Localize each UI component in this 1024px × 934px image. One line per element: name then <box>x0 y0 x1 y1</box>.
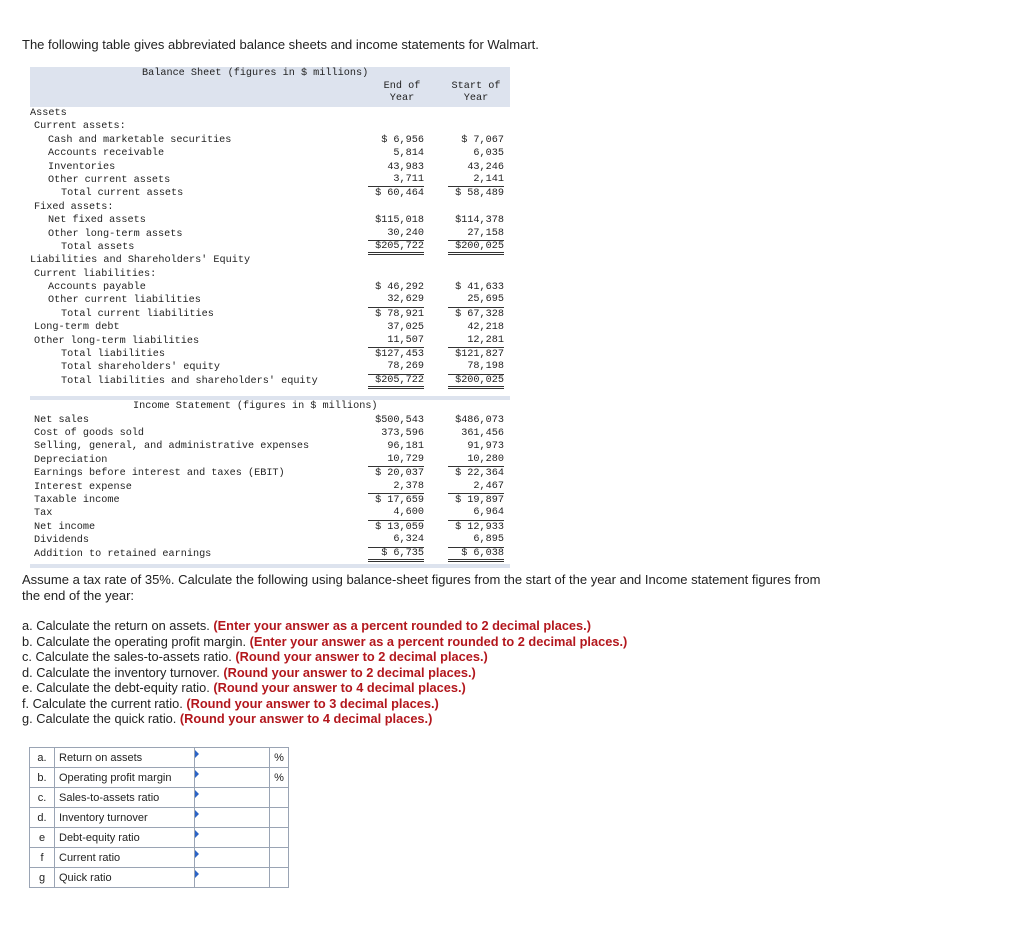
answer-row <box>30 848 289 868</box>
row-label: Other long-term assets <box>48 228 183 240</box>
row-label: Earnings before interest and taxes (EBIT) <box>34 468 285 480</box>
income-statement-row <box>30 440 510 453</box>
row-label: Cost of goods sold <box>34 427 145 439</box>
question-text: g. Calculate the quick ratio. <box>22 711 180 726</box>
end-of-year-value: $500,543 <box>375 414 424 426</box>
question-item <box>22 618 627 634</box>
row-label: Other long-term liabilities <box>34 335 200 347</box>
balance-sheet-row <box>30 161 510 174</box>
answer-label: Return on assets <box>55 748 195 768</box>
end-of-year-value: $ 60,464 <box>375 188 424 200</box>
row-label: Accounts receivable <box>48 148 165 160</box>
end-of-year-value: $ 6,956 <box>381 134 424 146</box>
income-statement-row <box>30 494 510 507</box>
balance-sheet-row <box>30 321 510 334</box>
answer-input-cell[interactable] <box>195 808 270 828</box>
input-flag-icon <box>195 830 199 838</box>
input-flag-icon <box>195 790 199 798</box>
answer-unit <box>270 828 289 848</box>
start-of-year-value: $114,378 <box>455 215 504 227</box>
row-label: Addition to retained earnings <box>34 548 212 560</box>
start-of-year-value: 6,895 <box>448 534 504 547</box>
question-instruction: (Round your answer to 4 decimal places.) <box>179 711 433 726</box>
income-statement-row <box>30 454 510 467</box>
question-item <box>22 711 627 727</box>
answer-label: Debt-equity ratio <box>55 828 195 848</box>
end-of-year-value: 30,240 <box>368 228 424 241</box>
balance-sheet-header <box>30 67 510 107</box>
end-of-year-value: 78,269 <box>368 361 424 374</box>
income-statement-row <box>30 507 510 520</box>
table-bottom-bar <box>30 564 510 568</box>
start-of-year-value: $ 6,038 <box>448 548 504 562</box>
income-statement-row <box>30 414 510 427</box>
question-list <box>22 618 627 727</box>
balance-sheet-row <box>30 361 510 374</box>
answer-label: Quick ratio <box>55 868 195 888</box>
question-text: a. Calculate the return on assets. <box>22 618 214 633</box>
answer-input[interactable] <box>195 848 269 867</box>
balance-sheet-row <box>30 107 510 120</box>
answer-input-cell[interactable] <box>195 768 270 788</box>
row-label: Total assets <box>61 241 135 253</box>
end-of-year-value: 5,814 <box>393 148 424 160</box>
end-of-year-value: $205,722 <box>368 241 424 255</box>
end-of-year-value: $ 17,659 <box>375 494 424 506</box>
income-statement-row <box>30 521 510 534</box>
answer-row <box>30 808 289 828</box>
question-text: d. Calculate the inventory turnover. <box>22 664 224 680</box>
input-flag-icon <box>195 750 199 758</box>
balance-sheet-row <box>30 375 510 388</box>
answer-table <box>29 747 289 888</box>
answer-letter: b. <box>30 768 55 788</box>
answer-row <box>30 788 289 808</box>
income-statement-rows <box>30 414 510 561</box>
question-item <box>22 649 627 665</box>
start-of-year-value: $ 12,933 <box>455 521 504 533</box>
answer-input[interactable] <box>195 768 269 787</box>
answer-input-cell[interactable] <box>195 788 270 808</box>
end-of-year-value: 32,629 <box>368 294 424 307</box>
balance-sheet-row <box>30 308 510 321</box>
balance-sheet-row <box>30 241 510 254</box>
row-label: Total current assets <box>61 188 184 200</box>
answer-input[interactable] <box>195 748 269 767</box>
start-of-year-value: $200,025 <box>448 241 504 255</box>
start-of-year-value: 361,456 <box>461 427 504 439</box>
end-of-year-value: $115,018 <box>375 215 424 227</box>
start-of-year-value: 91,973 <box>467 441 504 453</box>
answer-unit <box>270 788 289 808</box>
answer-input[interactable] <box>195 788 269 807</box>
row-label: Inventories <box>48 161 116 173</box>
start-of-year-value: $ 67,328 <box>455 308 504 320</box>
answer-label: Sales-to-assets ratio <box>55 788 195 808</box>
assumption-text: Assume a tax rate of 35%. Calculate the following using balance-sheet figures from the start of the year and Income statement figures from the end of the year: <box>22 572 821 603</box>
question-instruction: (Round your answer to 3 decimal places.) <box>186 695 439 711</box>
end-of-year-value: 43,983 <box>387 161 424 173</box>
answer-letter: e <box>30 828 55 848</box>
input-flag-icon <box>195 870 199 878</box>
income-statement-row <box>30 427 510 440</box>
row-label: Interest expense <box>34 481 132 493</box>
row-label: Total liabilities and shareholders' equity <box>61 375 318 387</box>
balance-sheet-row <box>30 294 510 307</box>
row-label: Depreciation <box>34 454 108 466</box>
row-label: Net fixed assets <box>48 215 146 227</box>
start-of-year-value: 42,218 <box>467 322 504 334</box>
start-of-year-value: 27,158 <box>448 228 504 241</box>
start-of-year-value: $200,025 <box>448 375 504 389</box>
end-of-year-value: 6,324 <box>368 534 424 547</box>
question-text: f. Calculate the current ratio. <box>22 695 187 711</box>
answer-unit <box>270 848 289 868</box>
end-of-year-value: 10,729 <box>368 454 424 467</box>
answer-unit: % <box>270 768 289 788</box>
start-of-year-value: 78,198 <box>448 361 504 374</box>
end-of-year-value: $127,453 <box>375 349 424 361</box>
end-of-year-value: $ 6,735 <box>368 548 424 562</box>
end-of-year-value: 11,507 <box>368 335 424 348</box>
end-of-year-value: $205,722 <box>368 375 424 389</box>
answer-input[interactable] <box>195 868 269 887</box>
balance-sheet-row <box>30 187 510 200</box>
row-label: Dividends <box>34 535 90 547</box>
answer-row <box>30 768 289 788</box>
balance-sheet-rows <box>30 107 510 388</box>
question-item <box>22 696 627 712</box>
row-label: Taxable income <box>34 494 120 506</box>
row-label: Current liabilities: <box>34 268 157 280</box>
input-flag-icon <box>195 770 199 778</box>
row-label: Current assets: <box>34 121 126 133</box>
row-label: Net income <box>34 521 96 533</box>
answer-input[interactable] <box>195 828 269 847</box>
balance-sheet-row <box>30 348 510 361</box>
income-statement-row <box>30 467 510 480</box>
question-instruction: (Enter your answer as a percent rounded to 2 decimal places.) <box>249 633 628 649</box>
intro-text: The following table gives abbreviated balance sheets and income statements for Walmart. <box>22 37 539 52</box>
answer-unit <box>270 808 289 828</box>
end-of-year-value: 37,025 <box>387 322 424 334</box>
balance-sheet-row <box>30 254 510 267</box>
row-label: Tax <box>34 508 53 520</box>
input-flag-icon <box>195 850 199 858</box>
row-label: Accounts payable <box>48 282 146 294</box>
income-statement-title: Income Statement (figures in $ millions) <box>133 401 378 413</box>
question-text: e. Calculate the debt-equity ratio. <box>22 680 214 695</box>
balance-sheet-row <box>30 147 510 160</box>
question-text: b. Calculate the operating profit margin. <box>22 633 250 649</box>
input-flag-icon <box>195 810 199 818</box>
answer-unit <box>270 868 289 888</box>
answer-row <box>30 828 289 848</box>
question-instruction: (Round your answer to 4 decimal places.) <box>213 680 466 695</box>
balance-sheet-row <box>30 174 510 187</box>
end-of-year-value: 373,596 <box>381 427 424 439</box>
balance-sheet-row <box>30 214 510 227</box>
row-label: Selling, general, and administrative expenses <box>34 441 310 453</box>
row-label: Other current liabilities <box>48 295 201 307</box>
balance-sheet-title: Balance Sheet (figures in $ millions) <box>142 68 369 79</box>
financial-statements <box>30 67 510 568</box>
end-of-year-value: $ 46,292 <box>375 282 424 294</box>
balance-sheet-row <box>30 335 510 348</box>
income-statement-header <box>30 400 510 413</box>
answer-input-cell[interactable] <box>195 828 270 848</box>
balance-sheet-row <box>30 228 510 241</box>
income-statement-row <box>30 481 510 494</box>
answer-letter: a. <box>30 748 55 768</box>
answer-label: Inventory turnover <box>55 808 195 828</box>
start-of-year-value: $ 41,633 <box>455 282 504 294</box>
row-label: Fixed assets: <box>34 201 114 213</box>
answer-letter: c. <box>30 788 55 808</box>
income-statement-row <box>30 548 510 561</box>
end-of-year-value: $ 13,059 <box>375 521 424 533</box>
end-of-year-value: $ 78,921 <box>375 308 424 320</box>
start-of-year-value: $486,073 <box>455 414 504 426</box>
row-label: Total shareholders' equity <box>61 362 220 374</box>
start-of-year-value: 2,467 <box>448 481 504 494</box>
row-label: Assets <box>30 108 67 119</box>
end-of-year-value: 96,181 <box>387 441 424 453</box>
col-end-of-year: End of Year <box>383 81 421 104</box>
row-label: Liabilities and Shareholders' Equity <box>30 255 251 267</box>
start-of-year-value: 25,695 <box>448 294 504 307</box>
question-instruction: (Enter your answer as a percent rounded to 2 decimal places.) <box>213 618 591 633</box>
answer-input-cell[interactable] <box>195 748 270 768</box>
question-item <box>22 634 627 650</box>
answer-row <box>30 748 289 768</box>
balance-sheet-row <box>30 120 510 133</box>
start-of-year-value: 6,964 <box>448 507 504 520</box>
start-of-year-value: $ 19,897 <box>455 494 504 506</box>
answer-input-cell[interactable] <box>195 868 270 888</box>
question-instruction: (Round your answer to 2 decimal places.) <box>235 649 488 664</box>
balance-sheet-row <box>30 134 510 147</box>
row-label: Total liabilities <box>61 349 165 361</box>
row-label: Net sales <box>34 414 90 426</box>
start-of-year-value: 10,280 <box>448 454 504 467</box>
row-label: Other current assets <box>48 174 171 186</box>
end-of-year-value: 3,711 <box>368 174 424 187</box>
start-of-year-value: 6,035 <box>473 148 504 160</box>
answer-label: Current ratio <box>55 848 195 868</box>
start-of-year-value: $121,827 <box>455 349 504 361</box>
answer-unit: % <box>270 748 289 768</box>
question-item <box>22 680 627 696</box>
end-of-year-value: $ 20,037 <box>375 468 424 480</box>
answer-letter: f <box>30 848 55 868</box>
answer-letter: d. <box>30 808 55 828</box>
answer-label: Operating profit margin <box>55 768 195 788</box>
row-label: Total current liabilities <box>61 308 214 320</box>
balance-sheet-row <box>30 201 510 214</box>
start-of-year-value: 2,141 <box>448 174 504 187</box>
question-item <box>22 665 627 681</box>
row-label: Long-term debt <box>34 322 120 334</box>
start-of-year-value: 12,281 <box>448 335 504 348</box>
answer-input[interactable] <box>195 808 269 827</box>
end-of-year-value: 4,600 <box>368 507 424 520</box>
balance-sheet-row <box>30 268 510 281</box>
balance-sheet-row <box>30 281 510 294</box>
col-start-of-year: Start of Year <box>451 81 501 104</box>
end-of-year-value: 2,378 <box>368 481 424 494</box>
start-of-year-value: $ 58,489 <box>455 188 504 200</box>
start-of-year-value: 43,246 <box>467 161 504 173</box>
answer-row <box>30 868 289 888</box>
question-instruction: (Round your answer to 2 decimal places.) <box>223 664 476 680</box>
income-statement-row <box>30 534 510 547</box>
answer-letter: g <box>30 868 55 888</box>
answer-input-cell[interactable] <box>195 848 270 868</box>
question-text: c. Calculate the sales-to-assets ratio. <box>22 649 236 664</box>
start-of-year-value: $ 7,067 <box>461 134 504 146</box>
row-label: Cash and marketable securities <box>48 134 232 146</box>
start-of-year-value: $ 22,364 <box>455 468 504 480</box>
